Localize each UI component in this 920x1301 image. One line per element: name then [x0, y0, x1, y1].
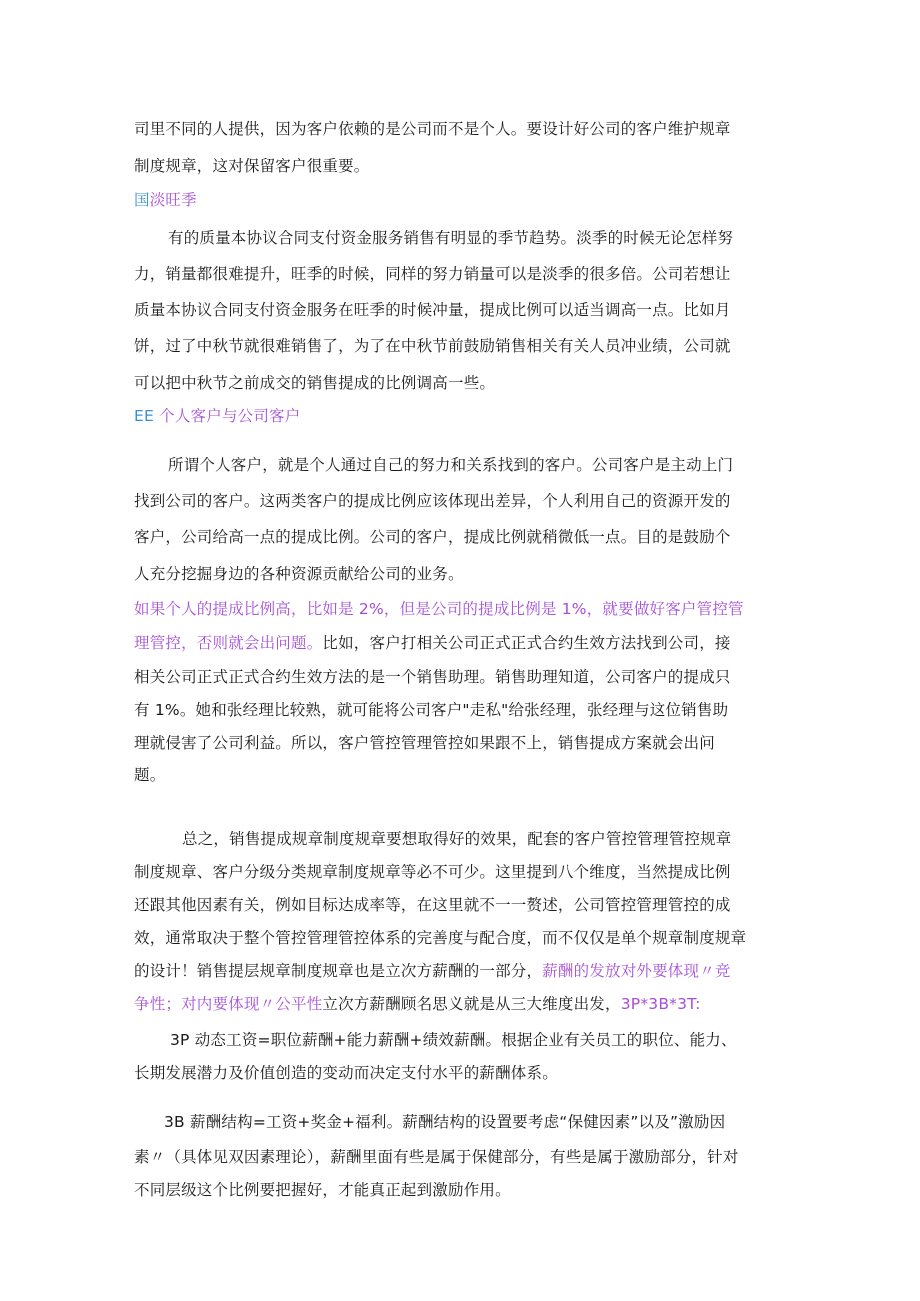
section-heading-customers [134, 406, 300, 426]
para2-line5: 可以把中秋节之前成交的销售提成的比例调高一些。 [134, 374, 496, 392]
para4-line6: 题。 [134, 766, 166, 784]
para6-line1: 3P 动态工资=职位薪酬+能力薪酬+绩效薪酬。根据企业有关员工的职位、能力、 [170, 1031, 737, 1049]
para4-line2 [134, 633, 731, 653]
para4-line1: 如果个人的提成比例高，比如是 2%，但是公司的提成比例是 1%，就要做好客户管控管 [134, 600, 744, 618]
para7-line2: 素〃（具体见双因素理论），薪酬里面有些是属于保健部分，有些是属于激励部分，针对 [134, 1148, 739, 1166]
para7-line1: 3B 薪酬结构=工资+奖金+福利。薪酬结构的设置要考虑“保健因素”以及”激励因 [164, 1113, 726, 1131]
section-heading-seasons [134, 190, 197, 210]
para4-accent-text: 理管控，否则就会出问题。 [134, 634, 323, 652]
para5-line6 [134, 994, 701, 1014]
para5-line4: 效，通常取决于整个管控管理管控体系的完善度与配合度，而不仅仅是单个规章制度规章 [134, 929, 747, 947]
para4-line3: 相关公司正式正式合约生效方法的是一个销售助理。销售助理知道，公司客户的提成只 [134, 668, 731, 686]
para2-line4: 饼，过了中秋节就很难销售了，为了在中秋节前鼓励销售相关有关人员冲业绩，公司就 [134, 337, 731, 355]
para2-line2: 力，销量都很难提升，旺季的时候，同样的努力销量可以是淡季的很多倍。公司若想让 [134, 265, 731, 283]
para1-line2: 制度规章，这对保留客户很重要。 [134, 157, 370, 175]
para1-line1: 司里不同的人提供，因为客户依赖的是公司而不是个人。要设计好公司的客户维护规章 [134, 120, 731, 138]
para3-line1: 所谓个人客户，就是个人通过自己的努力和关系找到的客户。公司客户是主动上门 [168, 456, 734, 474]
para6-line2: 长期发展潜力及价值创造的变动而决定支付水平的薪酬体系。 [134, 1064, 558, 1082]
para3-line2: 找到公司的客户。这两类客户的提成比例应该体现出差异，个人利用自己的资源开发的 [134, 492, 731, 510]
para5-accent-text: 薪酬的发放对外要体现〃竞 [542, 962, 731, 980]
heading-number: 国 [134, 191, 150, 209]
para4-line4: 有 1%。她和张经理比较熟，就可能将公司客户"走私"给张经理，张经理与这位销售助 [134, 701, 729, 719]
para5-text: 立次方薪酬顾名思义就是从三大维度出发， [322, 995, 621, 1013]
para7-line3: 不同层级这个比例要把握好，才能真正起到激励作用。 [134, 1181, 511, 1199]
heading-text: 淡旺季 [149, 191, 197, 209]
heading-number: EE [134, 407, 154, 425]
para2-line1: 有的质量本协议合同支付资金服务销售有明显的季节趋势。淡季的时候无论怎样努 [168, 229, 734, 247]
para5-line5 [134, 961, 731, 981]
para3-line3: 客户，公司给高一点的提成比例。公司的客户，提成比例就稍微低一点。目的是鼓励个 [134, 528, 731, 546]
para5-line2: 制度规章、客户分级分类规章制度规章等必不可少。这里提到八个维度，当然提成比例 [134, 863, 731, 881]
para3-line4: 人充分挖掘身边的各种资源贡献给公司的业务。 [134, 565, 464, 583]
para5-accent-text: 争性；对内要体现〃公平性 [134, 995, 323, 1013]
para4-text: 比如，客户打相关公司正式正式合约生效方法找到公司，接 [322, 634, 731, 652]
para5-formula: 3P*3B*3T: [620, 995, 701, 1013]
para2-line3: 质量本协议合同支付资金服务在旺季的时候冲量，提成比例可以适当调高一点。比如月 [134, 301, 731, 319]
para4-line5: 理就侵害了公司利益。所以，客户管控管理管控如果跟不上，销售提成方案就会出问 [134, 734, 715, 752]
para5-line1: 总之，销售提成规章制度规章要想取得好的效果，配套的客户管控管理管控规章 [182, 830, 732, 848]
heading-text: 个人客户与公司客户 [159, 407, 301, 425]
para5-text: 的设计！销售提层规章制度规章也是立次方薪酬的一部分， [134, 962, 543, 980]
para5-line3: 还跟其他因素有关，例如目标达成率等，在这里就不一一赘述，公司管控管理管控的成 [134, 896, 731, 914]
